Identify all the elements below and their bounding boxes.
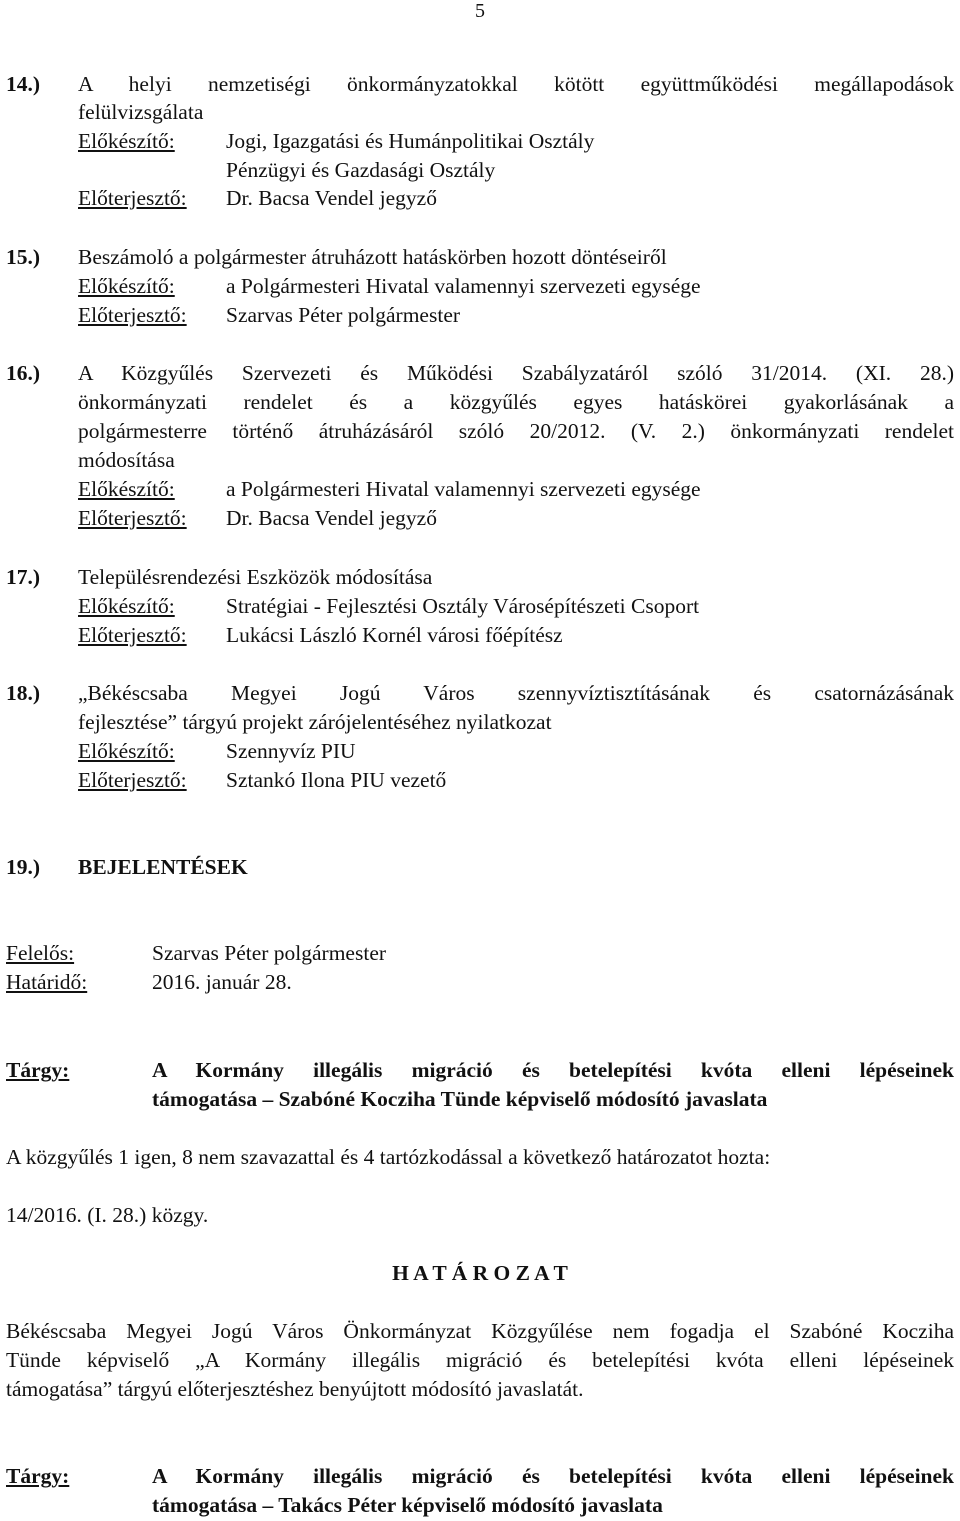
item-number: 16.) xyxy=(6,361,41,385)
preparer-value: Jogi, Igazgatási és Humánpolitikai Osztály xyxy=(226,129,595,153)
deadline-label: Határidő: xyxy=(6,970,88,994)
item-title-line: felülvizsgálata xyxy=(78,100,204,124)
deadline-value: 2016. január 28. xyxy=(152,970,292,994)
item-title-line: BEJELENTÉSEK xyxy=(78,855,248,879)
preparer-value: Stratégiai - Fejlesztési Osztály Városépítészeti Csoport xyxy=(226,594,700,618)
responsible-value: Szarvas Péter polgármester xyxy=(152,941,387,965)
presenter-label: Előterjesztő: xyxy=(78,768,187,792)
item-number: 15.) xyxy=(6,245,41,269)
item-title-line: Beszámoló a polgármester átruházott hatáskörben hozott döntéseiről xyxy=(78,245,667,269)
preparer-label: Előkészítő: xyxy=(78,594,175,618)
responsible-label: Felelős: xyxy=(6,941,75,965)
preparer-value: a Polgármesteri Hivatal valamennyi szervezeti egysége xyxy=(226,274,701,298)
resolution-line: Tünde képviselő „A Kormány illegális migráció és betelepítési kvóta elleni lépéseinek xyxy=(6,1348,954,1372)
presenter-value: Dr. Bacsa Vendel jegyző xyxy=(226,506,437,530)
resolution-heading: H A T Á R O Z A T xyxy=(392,1261,568,1285)
presenter-value: Szarvas Péter polgármester xyxy=(226,303,461,327)
item-title-line: A Közgyűlés Szervezeti és Működési Szabályzatáról szóló 31/2014. (XI. 28.) xyxy=(78,361,954,385)
presenter-value: Dr. Bacsa Vendel jegyző xyxy=(226,186,437,210)
item-title-line: Településrendezési Eszközök módosítása xyxy=(78,565,433,589)
vote-text: A közgyűlés 1 igen, 8 nem szavazattal és 4 tartózkodással a következő határozatot hozta: xyxy=(6,1145,771,1169)
preparer-value: a Polgármesteri Hivatal valamennyi szervezeti egysége xyxy=(226,477,701,501)
presenter-value: Lukácsi László Kornél városi főépítész xyxy=(226,623,563,647)
presenter-label: Előterjesztő: xyxy=(78,303,187,327)
subject-line: támogatása – Takács Péter képviselő módosító javaslata xyxy=(152,1493,663,1517)
presenter-value: Sztankó Ilona PIU vezető xyxy=(226,768,447,792)
preparer-label: Előkészítő: xyxy=(78,129,175,153)
preparer-label: Előkészítő: xyxy=(78,274,175,298)
item-title-line: önkormányzati rendelet és a közgyűlés egyes hatáskörei gyakorlásának a xyxy=(78,390,954,414)
subject-label: Tárgy: xyxy=(6,1058,70,1082)
subject-line: támogatása – Szabóné Kocziha Tünde képviselő módosító javaslata xyxy=(152,1087,768,1111)
item-number: 18.) xyxy=(6,681,41,705)
preparer-value: Pénzügyi és Gazdasági Osztály xyxy=(226,158,496,182)
preparer-value: Szennyvíz PIU xyxy=(226,739,356,763)
resolution-number: 14/2016. (I. 28.) közgy. xyxy=(6,1203,209,1227)
preparer-label: Előkészítő: xyxy=(78,739,175,763)
page-number: 5 xyxy=(475,0,485,22)
item-title-line: fejlesztése” tárgyú projekt zárójelentéséhez nyilatkozat xyxy=(78,710,552,734)
item-number: 14.) xyxy=(6,72,41,96)
preparer-label: Előkészítő: xyxy=(78,477,175,501)
subject-line: A Kormány illegális migráció és betelepítési kvóta elleni lépéseinek xyxy=(152,1058,954,1082)
presenter-label: Előterjesztő: xyxy=(78,623,187,647)
item-number: 17.) xyxy=(6,565,41,589)
item-number: 19.) xyxy=(6,855,41,879)
presenter-label: Előterjesztő: xyxy=(78,506,187,530)
subject-label: Tárgy: xyxy=(6,1464,70,1488)
presenter-label: Előterjesztő: xyxy=(78,186,187,210)
item-title-line: polgármesterre történő átruházásáról szóló 20/2012. (V. 2.) önkormányzati rendelet xyxy=(78,419,954,443)
resolution-line: támogatása” tárgyú előterjesztéshez benyújtott módosító javaslatát. xyxy=(6,1377,584,1401)
item-title-line: A helyi nemzetiségi önkormányzatokkal kötött együttműködési megállapodások xyxy=(78,72,954,96)
subject-line: A Kormány illegális migráció és betelepítési kvóta elleni lépéseinek xyxy=(152,1464,954,1488)
item-title-line: „Békéscsaba Megyei Jogú Város szennyvíztisztításának és csatornázásának xyxy=(78,681,954,705)
item-title-line: módosítása xyxy=(78,448,175,472)
resolution-line: Békéscsaba Megyei Jogú Város Önkormányzat Közgyűlése nem fogadja el Szabóné Kocziha xyxy=(6,1319,954,1343)
